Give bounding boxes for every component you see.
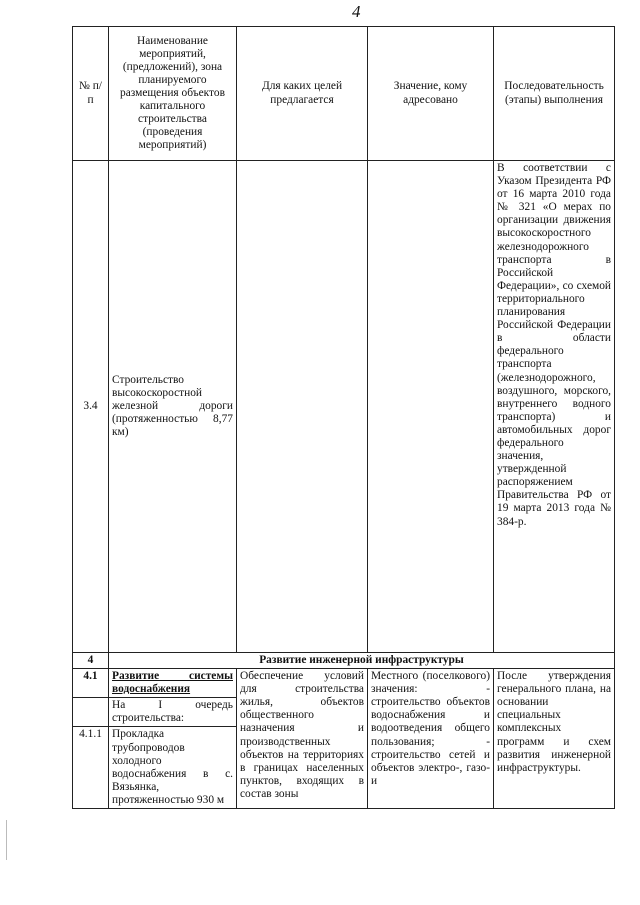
header-addressee: Значение, кому адресовано [368, 27, 494, 161]
row-purpose [237, 161, 368, 653]
table-row [73, 161, 615, 653]
row-name: Прокладка трубопроводов холодного водоснабжения в с. Вязьянка, протяженностью 930 м [109, 727, 237, 809]
row-sequence: После утверждения генерального плана, на основании специальных комплексных программ и схем развития инженерной инфраструктуры. [494, 669, 615, 809]
table-row [73, 669, 615, 698]
header-purpose: Для каких целей предлагается [237, 27, 368, 161]
row-addressee: Местного (поселкового) значения: - строительство объектов водоснабжения и водоотведения общего пользования; - строительство сетей и объектов электро-, газо- и [368, 669, 494, 809]
row-number [73, 698, 109, 727]
table-header-row [73, 27, 615, 161]
header-name: Наименование мероприятий, (предложений), зона планируемого размещения объектов капитального строительства (проведения мероприятий) [109, 27, 237, 161]
row-name: Строительство высокоскоростной железной дороги (протяженностью 8,77 км) [109, 161, 237, 653]
row-name: Развитие системы водоснабжения [109, 669, 237, 698]
header-no: № п/п [73, 27, 109, 161]
row-addressee [368, 161, 494, 653]
row-stage: На I очередь строительства: [109, 698, 237, 727]
section-row [73, 653, 615, 669]
row-number: 4.1.1 [73, 727, 109, 809]
measures-table [72, 26, 615, 809]
margin-line [6, 820, 7, 860]
section-title: Развитие инженерной инфраструктуры [109, 653, 615, 669]
section-number: 4 [73, 653, 109, 669]
row-number: 4.1 [73, 669, 109, 698]
page-number: 4 [352, 2, 361, 21]
header-sequence: Последовательность (этапы) выполнения [494, 27, 615, 161]
row-number: 3.4 [73, 161, 109, 653]
row-sequence: В соответствии с Указом Президента РФ от 16 марта 2010 года № 321 «О мерах по организации движения высокоскоростного железнодорожного транспорта в Российской Федерации», со схемой территориального планирования Российской Федерации в области федерального транспорта (железнодорожного, воздушного, морского, внутреннего водного транспорта) и автомобильных дорог федерального значения, утвержденной распоряжением Правительства РФ от 19 марта 2013 года № 384-р. [494, 161, 615, 653]
row-purpose: Обеспечение условий для строительства жилья, объектов общественного назначения и производственных объектов на территориях в границах населенных пунктов, входящих в состав зоны [237, 669, 368, 809]
